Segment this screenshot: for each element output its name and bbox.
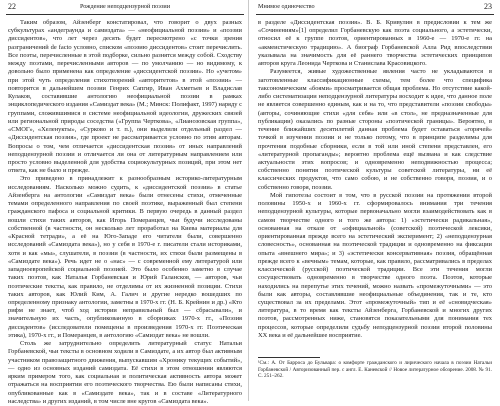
footnote: ¹См.: А. От Барроса до Бульвара: о комфорте гражданского и лирического начала в поэзии Натальи Горбаневской / Авторизованный пер. с англ. Е. Каневской // Новое литературное обозрение. 2008. № 91. С. 251–262. — [258, 360, 492, 380]
right-page — [256, 0, 494, 401]
footnote-rule — [258, 357, 320, 358]
left-page — [6, 0, 244, 405]
paragraph: в разделе «Диссидентская поэзия». В. Б. Кривулин в предисловии к тем же «Сочинениям»[1] определил Горбаневскую как поэта социального, а эстетически, относил её к группе поэтов, ориентированных в 1960-е — 1970-е гг. на «акмеистическую традицию». А биограф Горбаневской Алла Рид впоследствии указывала на значимость для её раннего творчества эстетических принципов авторов круга Леонида Черткова и Станислава Красовицкого. — [258, 19, 492, 68]
page-number: 22 — [8, 2, 16, 11]
right-page-body — [258, 19, 492, 340]
page-number: 23 — [484, 2, 492, 11]
left-page-body — [8, 19, 242, 406]
running-head: Мнимое одиночество — [258, 3, 315, 10]
right-page-header — [256, 0, 494, 15]
paragraph: Мой гипотезы состоит в том, что в русской поэзии на протяжении второй половины 1950-х и 1960-х гг. сформировалось внимания три течения неподцензурной культуры, которые первоначально могли взаимодействовать как в самом творчестве одного и того же автора: 1) «эстетически радикальная», основанная на отказе от «официальной» (советской) поэтической лексики, ориентированная прежде всего на эстетический эксперимент; 2) «неподцензурная словесность», основанная на поэтической традиции и одновременно на фиксации опыта «внешнего мира»; и 3) «эстетически консервативная» поэзия, обращённая прежде всего к «вечным» темам, которые, как правило, рассматривались в пределах классической (русской) поэтической традиции. Все эти течения могли сосуществовать одновременно в творчестве одного поэта. Поэтов, которые находились на перепутье этих течений, можно назвать «промежуточными» — это были как авторы, составлявшие неофициальные объединения, так и те, кто существовал за их пределами. Этот «промежуточный» тип и её «сновидческая» литература, в то время как тексты Айзенберга, Горбаневской и многих других поэтов, рассмотренных ниже, становятся показательными для понимания тех процессов, которые определили судьбу неподцензурной поэзии второй половины XX века и её дальнейшее восприятие. — [258, 191, 492, 339]
running-head: Рождение неподцензурной поэзии — [79, 3, 171, 10]
left-page-header — [6, 0, 244, 15]
paragraph: Столь же затруднительно определить литературный статус Натальи Горбаневской, чьи тексты в основном ходили в Самиздате, а их автор был активным участником правозащитного движения, выпускавшим «Хронику текущих событий», — одно из основных изданий самиздата. Её стихи в этом отношении являются ярким примером того, как социальная и политическая активность автора может отражаться на восприятии его поэтического творчества. Ею были написаны стихи, опубликованные как в «Самиздате века», так и в составе «Литературного наследства» и других изданий, в том числе вне кругов «Самиздата века». — [8, 340, 242, 405]
paragraph: Это приведено в принадлежит к разнообразным историко-литературным исследованиям. Насколько можно судить, к «диссидентской поэзии» в статье Айзенберга на антологии «Самиздат века» были отнесены стихи, отмеченные темами определенного направления по своей поэтике, выраженный был степени гражданского пафоса и социальной критики. В первую очередь в данный раздел вошли стихи таких авторов, как Игорь Померанцев, чьи будучи исследованы собственной (в частности, он несколько лет проработал на Киева материалы для «Красной тетради», а её на Юго-Западе его читатели были, совершенно исследований «Самиздата века»), но у себя в 1970-е г. писатели стали историками, хотя и как «мы», слушатели, в поэзии (в частности, их стихи были размещены в «Самиздате века»). Речь идет не о «нас» — с современной ему литературой или западноевропейской социальной поэзией. Это было особенно заметно в случае таких поэтов, как Наталья Горбаневская и Юрий Галансков, — авторов, чьи поэтические тексты, как правило, не отделимы от их жизненной позиции. Стихи таких авторов, как Юлий Ким, А. Галич и другие нередко вошедших по определенному признаку антологии, заметны в 1970-х гг. (Н. Б. Крейнин и др.) «Кто рифм не знает, чтоб ход истории неправильный был — сбрасывали», и значительную их часть, опубликованную в сборниках 1970-х гг., «Поэзия диссидентов» (исследователи помещены в произведения 1970-х гг. Поэтическая этика), 1970-х гг., и Померанцев, в антологию «Самиздат века» не вошли. — [8, 175, 242, 339]
page-gutter — [248, 0, 249, 401]
paragraph: Таким образом, Айзенберг констатировал, что говорит о двух разных субкультурах «андеграунда и самиздата» — «неофициальной поэзии» и «поэзии диссидентов», что лет через десять будет пересмотрено «с точки зрения разграничений de facto условно, списком «поэзию диссидентов» стоит перечислить. Все поэты, перечисленные в этой подборке, сильно разнятся между собой. Сходству между поэтами, перечисленными авторов — по умолчанию — но видимому, к довольно было применена как определение «диссидентской поэзии». Но «учетом» при этой чуть определения стихотворений «авторитетов» в этой «поэзии» — повторится в дальнейшем поэзии Генрих Сапгир, Иван Ахметьев и Владислав Кулаков, составившие антологию неофициальной поэзии в рамках энциклопедического издания «Самиздат века» (М.; Минск: Полифакт, 1997) наряду с группами, сложившимися в системе неофициальной идеологии, дружеских связей или региональной природы соседства («Группа Черткова», «Лианозовская группа», «СМОГ», «Хеленукты», «Сурково и т. п.), они выделили отдельный раздел — «Диссидентская поэзия», где проект не рассматривается условно по этим авторам. Вопросы о том, чем отличается «диссидентская поэзия» от иных направлений неподцензурной поэзии и отличается ли она от литературным направлением или просто условно выделенной для удобства социокультурных позиций, при этом нет ответа, как не было и прежде. — [8, 19, 242, 175]
paragraph: Разумеется, живые художественные явления часто не укладываются в заготовленные классификационные схемы, тем более что специфика таксономическим «боями» просматривается общая проблема. Но отсутствие какой-либо систематизации неподцензурной литературы восходит к идее, что данное поле не является совершенно единым, как и на то, что представители «поэзии свободы» (авторы, сочиняющие стихи «для себя» или «в стол», не предназначенные для публикации) оказались по разные стороны «поэтической границы». Вероятно, в течение ближайших десятилетий данная проблема будет оставаться «горячей» точкой в изучении поэзии и не только потому, что в принципе разделимы для прочтения подобные сборники, если в той или иной степени представлен, его «литературной пропаганды»; вероятно проблема ещё вызвана и как следствие актуальности этих вопросов; и одновременно неподвижностью процесса; собственно понятия поэтической культуры советской литературы, ни её классических продуктов, что само собою, и не собственно говоря, поэзия, и о собственно говоря, поэзии. — [258, 68, 492, 191]
